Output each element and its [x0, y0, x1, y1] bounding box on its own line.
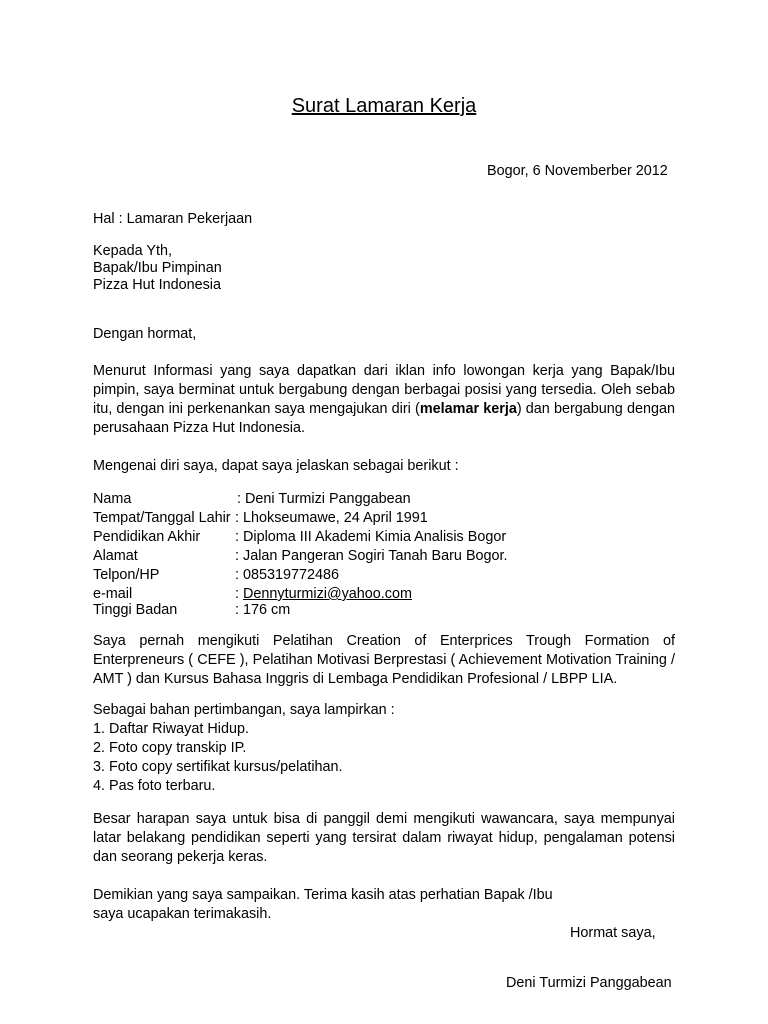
attachment-item: 3. Foto copy sertifikat kursus/pelatihan.	[93, 759, 343, 775]
personal-value: : Jalan Pangeran Sogiri Tanah Baru Bogor.	[235, 548, 508, 564]
attachments-block	[93, 701, 395, 796]
intro-text-after: ) dan bergabung dengan perusahaan Pizza Hut Indonesia.	[93, 401, 675, 436]
personal-label: Nama	[93, 491, 132, 507]
attachments-lead: Sebagai bahan pertimbangan, saya lampirkan :	[93, 702, 395, 718]
personal-value: : Deni Turmizi Panggabean	[237, 491, 411, 507]
closing-line-2: saya ucapakan terimakasih.	[93, 906, 272, 922]
closing-line-1: Demikian yang saya sampaikan. Terima kasih atas perhatian Bapak /Ibu	[93, 887, 553, 903]
recipient-line-2: Bapak/Ibu Pimpinan	[93, 260, 222, 276]
attachment-item: 2. Foto copy transkip IP.	[93, 740, 247, 756]
personal-label: e-mail	[93, 586, 133, 602]
email-colon: :	[235, 586, 243, 602]
closing-block	[93, 886, 553, 924]
personal-value: : Diploma III Akademi Kimia Analisis Bogor	[235, 529, 507, 545]
greeting: Dengan hormat,	[93, 326, 197, 342]
letter-title: Surat Lamaran Kerja	[291, 95, 477, 117]
intro-bold-text: melamar kerja	[419, 401, 517, 417]
personal-label: Alamat	[93, 548, 138, 564]
attachment-item: 4. Pas foto terbaru.	[93, 778, 216, 794]
personal-value: : 176 cm	[235, 602, 291, 618]
signoff: Hormat saya,	[570, 925, 656, 941]
recipient-line-1: Kepada Yth,	[93, 243, 172, 259]
letter-subject: Hal : Lamaran Pekerjaan	[93, 211, 253, 227]
intro-text-before: Menurut Informasi yang saya dapatkan dari iklan info lowongan kerja yang Bapak/Ibu pimpin, saya berminat untuk bergabung dengan berbagai posisi yang tersedia. Oleh sebab itu, dengan ini perkenankan saya mengajukan diri (	[93, 363, 675, 417]
training-paragraph: Saya pernah mengikuti Pelatihan Creation of Enterprices Trough Formation of Enterpreneurs ( CEFE ), Pelatihan Motivasi Berprestasi ( Achievement Motivation Training / AMT ) dan Kursus Bahasa Inggris di Lembaga Pendidikan Profesional / LBPP LIA.	[93, 633, 675, 687]
intro-paragraph	[93, 362, 675, 438]
attachment-item: 1. Daftar Riwayat Hidup.	[93, 721, 249, 737]
recipient-line-3: Pizza Hut Indonesia	[93, 277, 221, 293]
about-lead: Mengenai diri saya, dapat saya jelaskan sebagai berikut :	[93, 458, 459, 474]
personal-value: : 085319772486	[235, 567, 340, 583]
personal-label: Tinggi Badan	[93, 602, 178, 618]
personal-label: Tempat/Tanggal Lahir	[93, 510, 231, 526]
email-link[interactable]: Dennyturmizi@yahoo.com	[243, 586, 412, 602]
personal-value: : Lhokseumawe, 24 April 1991	[235, 510, 428, 526]
personal-label: Telpon/HP	[93, 567, 160, 583]
personal-label: Pendidikan Akhir	[93, 529, 201, 545]
hope-paragraph: Besar harapan saya untuk bisa di panggil demi mengikuti wawancara, saya mempunyai latar belakang pendidikan seperti yang tersirat dalam riwayat hidup, pengalaman potensi dan seorang pekerja keras.	[93, 811, 675, 865]
signature-name: Deni Turmizi Panggabean	[506, 975, 672, 991]
letter-date: Bogor, 6 Novemberber 2012	[487, 163, 668, 179]
recipient-block	[93, 242, 222, 295]
